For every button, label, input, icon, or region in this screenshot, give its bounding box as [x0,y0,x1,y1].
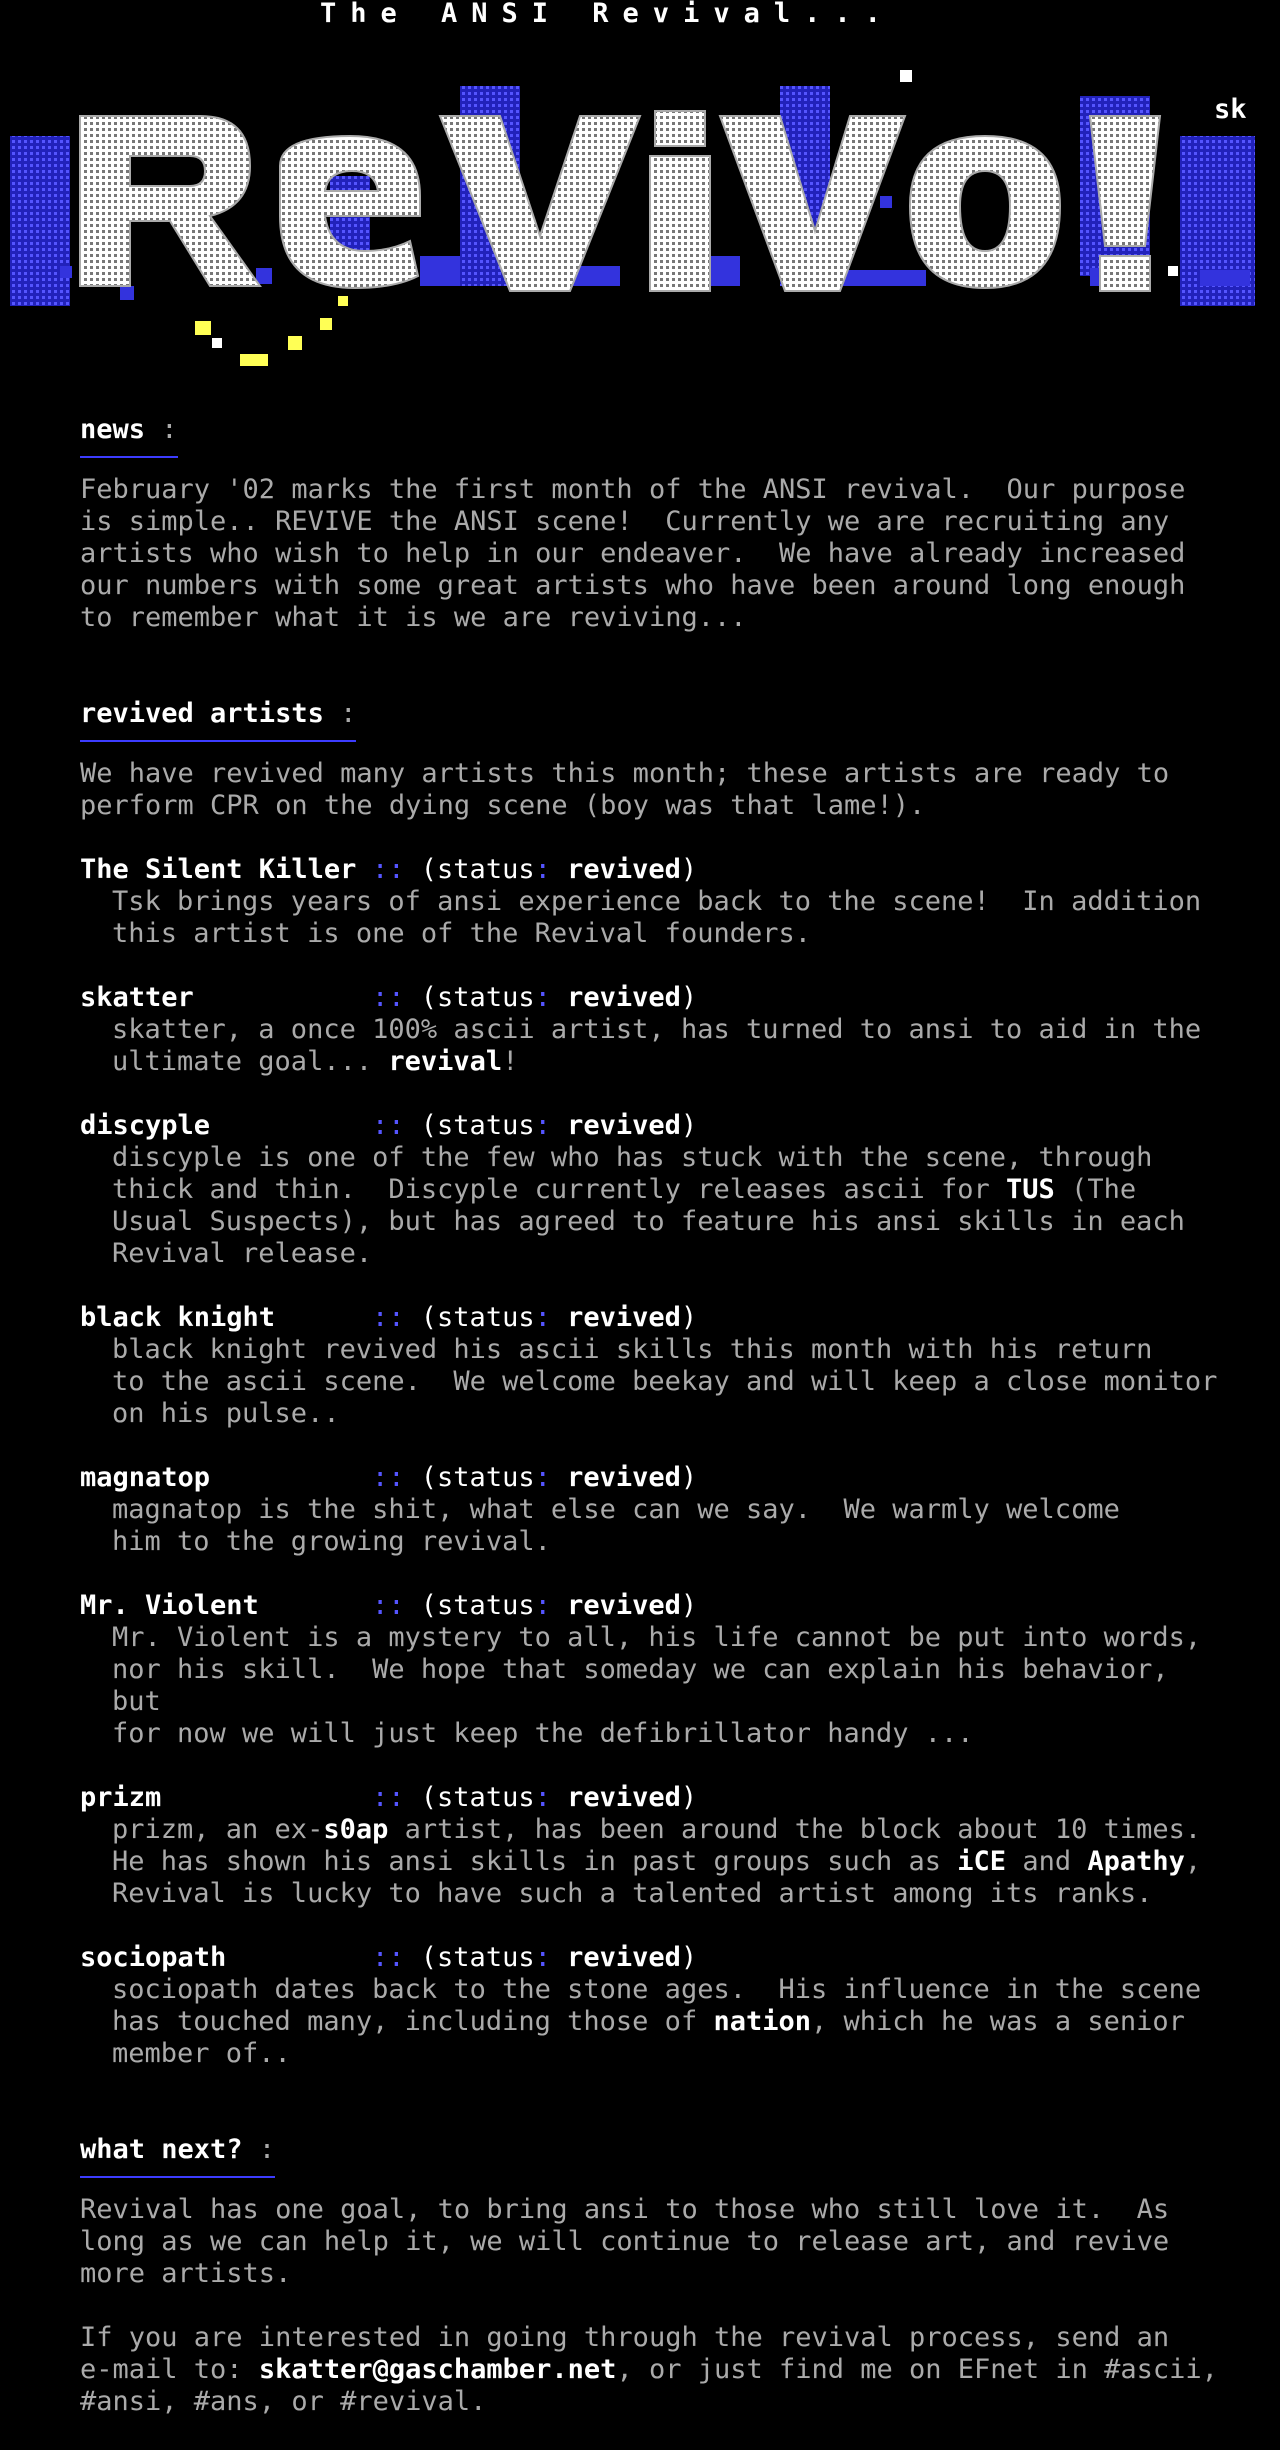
separator: :: [372,854,405,885]
next-section-header: what next? : [80,2134,275,2178]
status-label: status [437,1590,535,1621]
revived-intro: We have revived many artists this month; these artists are ready to perform CPR on the dying scene (boy was that lame!). [80,758,1170,821]
status-value: revived [567,1782,681,1813]
artist-description: magnatop is the shit, what else can we say. We warmly welcome him to the growing revival. [112,1494,1120,1557]
status-value: revived [567,1942,681,1973]
main-content [80,414,1230,2450]
separator: :: [372,1942,405,1973]
status-value: revived [567,1302,681,1333]
separator: :: [372,1590,405,1621]
highlight-term: iCE [957,1846,1007,1877]
status-label: status [437,1942,535,1973]
highlight-term: nation [713,2006,811,2037]
status-label: status [437,1462,535,1493]
status-label: status [437,1782,535,1813]
status-value: revived [567,1462,681,1493]
separator: :: [372,1110,405,1141]
revival-logo [0,56,1280,376]
artist-description: sociopath dates back to the stone ages. His influence in the scene has touched many, including those of nation, which he was a senior member of.. [112,1974,1202,2069]
artist-name: skatter [80,982,194,1013]
artist-entry: sociopath :: (status: revived) sociopath dates back to the stone ages. His influence in the scene has touched many, including those of nation, which he was a senior member of.. [80,1942,1230,2070]
artist-description: black knight revived his ascii skills this month with his return to the ascii scene. We welcome beekay and will keep a close monitor on his pulse.. [112,1334,1218,1429]
separator: :: [372,1302,405,1333]
separator: :: [372,1782,405,1813]
artist-entry: black knight :: (status: revived) black knight revived his ascii skills this month with his return to the ascii scene. We welcome beekay and will keep a close monitor on his pulse.. [80,1302,1230,1430]
artist-description: prizm, an ex-s0ap artist, has been around the block about 10 times. He has shown his ansi skills in past groups such as iCE and Apathy, Revival is lucky to have such a talented artist among its ranks. [112,1814,1202,1909]
artist-name: The Silent Killer [80,854,357,885]
artist-name: black knight [80,1302,276,1333]
highlight-term: TUS [1006,1174,1055,1205]
artist-tag: sk [1214,94,1247,125]
artist-name: Mr. Violent [80,1590,259,1621]
news-body: February '02 marks the first month of the ANSI revival. Our purpose is simple.. REVIVE the ANSI scene! Currently we are recruiting any artists who wish to help in our endeaver. We have already increased our numbers with some great artists who have been around long enough to remember what it is we are reviving... [80,474,1186,633]
next-body: Revival has one goal, to bring ansi to those who still love it. As long as we can help it, we will continue to release art, and revive more artists. [80,2194,1170,2289]
revived-section-header: revived artists : [80,698,356,742]
contact-paragraph: If you are interested in going through the revival process, send an e-mail to: skatter@gaschamber.net, or just find me on EFnet in #ascii, #ansi, #ans, or #revival. [80,2322,1218,2417]
artist-description: Mr. Violent is a mystery to all, his life cannot be put into words, nor his skill. We hope that someday we can explain his behavior, but for now we will just keep the defibrillator handy ... [112,1622,1202,1749]
artist-name: sociopath [80,1942,227,1973]
artist-entry: skatter :: (status: revived) skatter, a once 100% ascii artist, has turned to ansi to aid in the ultimate goal... revival! [80,982,1230,1078]
artist-entry: The Silent Killer :: (status: revived) Tsk brings years of ansi experience back to the scene! In addition this artist is one of the Revival founders. [80,854,1230,950]
news-heading: news [80,414,146,445]
highlight-term: s0ap [323,1814,389,1845]
news-underline [80,456,178,458]
separator: :: [372,982,405,1013]
artist-name: discyple [80,1110,211,1141]
next-underline [80,2176,275,2178]
status-value: revived [567,982,681,1013]
artist-description: discyple is one of the few who has stuck with the scene, through thick and thin. Discyple currently releases ascii for TUS (The Usual Suspects), but has agreed to feature his ansi skills in each Revival release. [112,1142,1185,1269]
status-label: status [437,854,535,885]
artist-description: Tsk brings years of ansi experience back to the scene! In addition this artist is one of the Revival founders. [112,886,1202,949]
artist-name: prizm [80,1782,162,1813]
news-section-header: news : [80,414,178,458]
artist-entry: prizm :: (status: revived) prizm, an ex-s0ap artist, has been around the block about 10 times. He has shown his ansi skills in past groups such as iCE and Apathy, Revival is lucky to have such a talented artist among its ranks. [80,1782,1230,1910]
highlight-term: Apathy [1087,1846,1185,1877]
highlight-term: revival [388,1046,503,1077]
artist-entry: Mr. Violent :: (status: revived) Mr. Violent is a mystery to all, his life cannot be put into words, nor his skill. We hope that someday we can explain his behavior, but for now we will just keep the defibrillator handy ... [80,1590,1230,1750]
status-value: revived [567,854,681,885]
next-heading: what next? [80,2134,243,2165]
artist-name: magnatop [80,1462,211,1493]
status-label: status [437,982,535,1013]
revived-heading: revived artists [80,698,324,729]
separator: :: [372,1462,405,1493]
revived-underline [80,740,356,742]
artist-entry: magnatop :: (status: revived) magnatop is the shit, what else can we say. We warmly welcome him to the growing revival. [80,1462,1230,1558]
email-link[interactable]: skatter@gaschamber.net [258,2354,617,2385]
status-label: status [437,1302,535,1333]
status-value: revived [567,1110,681,1141]
page-title: The ANSI Revival... [320,0,895,29]
status-value: revived [567,1590,681,1621]
status-label: status [437,1110,535,1141]
artist-description: skatter, a once 100% ascii artist, has turned to ansi to aid in the ultimate goal... revival! [112,1014,1202,1077]
artist-entry: discyple :: (status: revived) discyple is one of the few who has stuck with the scene, through thick and thin. Discyple currently releases ascii for TUS (The Usual Suspects), but has agreed to feature his ansi skills in each Revival release. [80,1110,1230,1270]
